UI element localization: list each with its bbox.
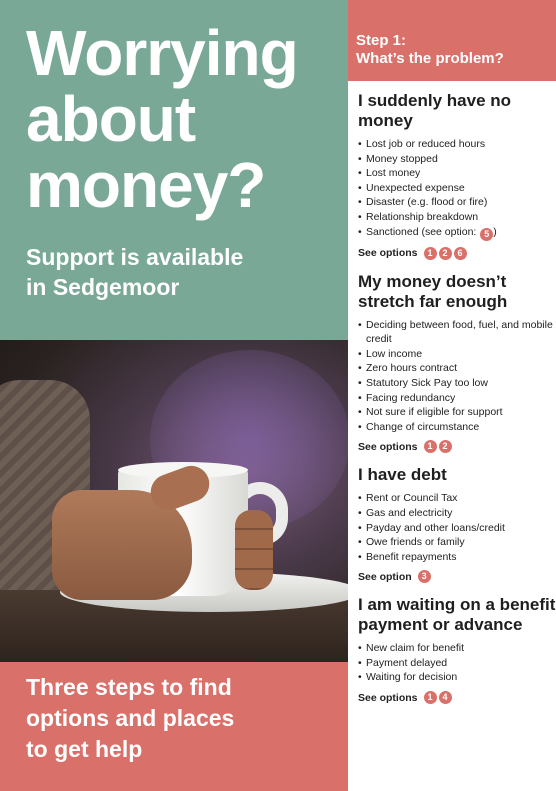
list-item: • Payday and other loans/credit xyxy=(358,521,556,536)
list-item: • Change of circumstance xyxy=(358,420,556,435)
list-item: • Benefit repayments xyxy=(358,550,556,565)
bullet-list xyxy=(358,641,556,685)
title-line: about xyxy=(26,83,196,155)
option-number-badge[interactable]: 6 xyxy=(454,247,467,260)
title-line: Worrying xyxy=(26,17,298,89)
list-item: • Owe friends or family xyxy=(358,535,556,550)
subtitle-line: Support is available xyxy=(26,244,244,270)
list-item: • Not sure if eligible for support xyxy=(358,405,556,420)
section-heading: My money doesn’t stretch far enough xyxy=(358,271,508,311)
list-item: • Deciding between food, fuel, and mobile credit xyxy=(358,318,556,347)
steps-line: options and places xyxy=(26,705,235,731)
list-item: • Facing redundancy xyxy=(358,391,556,406)
list-item: • Statutory Sick Pay too low xyxy=(358,376,556,391)
fingers xyxy=(235,510,273,590)
list-item: • Zero hours contract xyxy=(358,361,556,376)
title-line: money? xyxy=(26,149,266,221)
see-options-label: See option xyxy=(358,570,412,583)
section-heading: I am waiting on a benefit payment or advance xyxy=(358,595,556,635)
list-item: • Unexpected expense xyxy=(358,181,556,196)
step-question: What’s the problem? xyxy=(356,50,504,67)
see-options-label: See options xyxy=(358,247,418,260)
option-number-badge[interactable]: 1 xyxy=(424,440,437,453)
subtitle xyxy=(26,242,348,302)
steps-line: Three steps to find xyxy=(26,674,232,700)
list-item: • Lost money xyxy=(358,166,556,181)
list-item-text: ) xyxy=(493,225,497,238)
bullet-list xyxy=(358,491,556,564)
option-number-badge[interactable]: 4 xyxy=(439,691,452,704)
section-money-not-stretching xyxy=(358,272,556,454)
option-number-badge[interactable]: 1 xyxy=(424,691,437,704)
steps-line: to get help xyxy=(26,736,143,762)
list-item: • Low income xyxy=(358,347,556,362)
option-number-badge[interactable]: 5 xyxy=(480,228,493,241)
section-no-money xyxy=(358,91,556,260)
hero-banner xyxy=(0,0,348,340)
step-number: Step 1: xyxy=(356,32,407,49)
coffee-cup-photo xyxy=(0,340,348,662)
list-item xyxy=(358,225,556,241)
three-steps-banner xyxy=(0,662,348,791)
right-panel xyxy=(348,0,556,791)
see-options-label: See options xyxy=(358,691,418,704)
list-item: • Rent or Council Tax xyxy=(358,491,556,506)
bullet-list xyxy=(358,137,556,241)
section-waiting-benefit xyxy=(358,595,556,704)
see-options xyxy=(358,691,556,704)
option-number-badge[interactable]: 1 xyxy=(424,247,437,260)
option-number-badge[interactable]: 2 xyxy=(439,247,452,260)
section-heading: I suddenly have no money xyxy=(358,91,512,130)
subtitle-line: in Sedgemoor xyxy=(26,274,180,300)
problem-list xyxy=(348,81,556,704)
list-item: • Gas and electricity xyxy=(358,506,556,521)
list-item: • Disaster (e.g. flood or fire) xyxy=(358,195,556,210)
see-options xyxy=(358,247,556,260)
list-item: • Lost job or reduced hours xyxy=(358,137,556,152)
section-heading: I have debt xyxy=(358,465,447,485)
bullet-list xyxy=(358,318,556,435)
list-item: • Money stopped xyxy=(358,152,556,167)
list-item: • Payment delayed xyxy=(358,656,556,671)
list-item-text: Sanctioned (see option: xyxy=(366,225,477,238)
list-item: • Waiting for decision xyxy=(358,670,556,685)
see-options xyxy=(358,570,556,583)
see-options xyxy=(358,440,556,453)
option-number-badge[interactable]: 3 xyxy=(418,570,431,583)
see-options-label: See options xyxy=(358,440,418,453)
option-number-badge[interactable]: 2 xyxy=(439,440,452,453)
section-debt xyxy=(358,465,556,583)
step-header xyxy=(348,0,556,81)
main-title xyxy=(26,17,348,221)
list-item: • New claim for benefit xyxy=(358,641,556,656)
list-item: • Relationship breakdown xyxy=(358,210,556,225)
